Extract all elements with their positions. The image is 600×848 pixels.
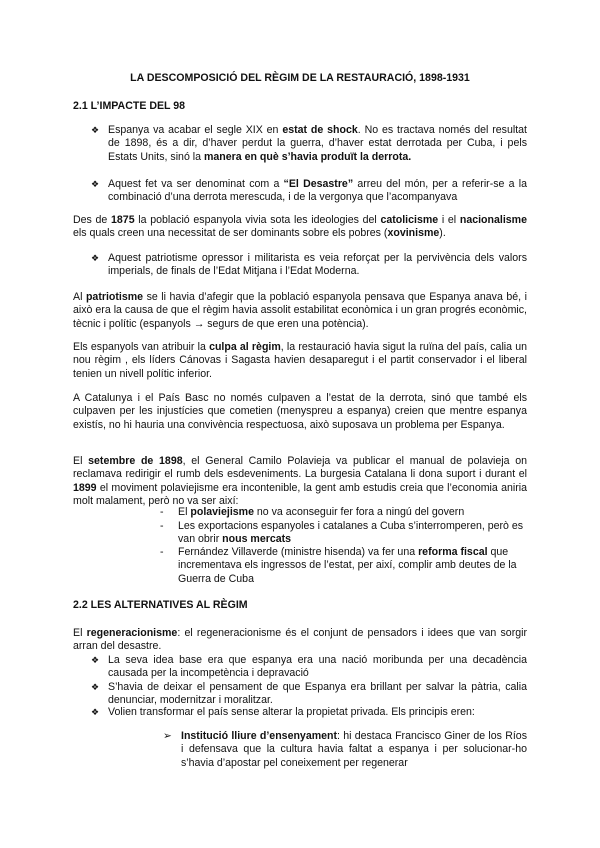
dash-marker: - (160, 520, 164, 532)
dash-item (160, 506, 527, 519)
bullet-diamond-icon: ❖ (91, 179, 100, 189)
bullet-text: La seva idea base era que espanya era una nació moribunda per una decadència causada per la incompetència i depravació (108, 654, 527, 680)
bullet-text: Aquest patriotisme opressor i militarista es veia reforçat per la pervivència dels valors imperials, de finals de l’Edat Mitjana i l’Edat Moderna. (108, 252, 527, 278)
bullet-diamond-icon: ❖ (91, 655, 100, 665)
arrow-bullet-icon: ➢ (163, 730, 172, 742)
bullet-text: Volien transformar el país sense alterar la propietat privada. Els principis eren: (108, 706, 475, 718)
dash-text: El polaviejisme no va aconseguir fer fora a ningú del govern (178, 506, 465, 518)
arrow-item (163, 730, 527, 770)
dash-marker: - (160, 506, 164, 518)
bullet-item (91, 706, 527, 719)
paragraph: Des de 1875 la població espanyola vivia sota les ideologies del catolicisme i el nacionalisme els quals creen una necessitat de ser dominants sobre els pobres (xovinisme). (73, 214, 527, 240)
paragraph: Al patriotisme se li havia d’afegir que la població espanyola pensava que Espanya anava bé, i això era la causa de que el règim havia assolit estabilitat econòmica i un gran progrés econòmic, tècnic i polític (espanyols → segurs de que eren una potència). (73, 291, 527, 330)
bullet-diamond-icon: ❖ (91, 707, 100, 717)
dash-item (160, 520, 527, 547)
bullet-diamond-icon: ❖ (91, 682, 100, 692)
dash-marker: - (160, 546, 164, 558)
arrow-text: Institució lliure d’ensenyament: hi destaca Francisco Giner de los Ríos i defensava que la cultura havia faltat a espanya i per solucionar-ho s’havia d’apostar pel coneixement per regenerar (181, 730, 527, 769)
paragraph: El regeneracionisme: el regeneracionisme és el conjunt de pensadors i idees que van sorgir arran del desastre. (73, 627, 527, 653)
bullet-item (91, 124, 527, 164)
bullet-diamond-icon: ❖ (91, 253, 100, 263)
bullet-diamond-icon: ❖ (91, 125, 100, 135)
bullet-item (91, 178, 527, 205)
bullet-item (91, 681, 527, 708)
bullet-text: Aquest fet va ser denominat com a “El Desastre” arreu del món, per a referir-se a la combinació d’una derrota merescuda, i de la vergonya que l’acompanyava (108, 178, 527, 204)
dash-text: Les exportacions espanyoles i catalanes a Cuba s’interromperen, però es van obrir nous mercats (178, 520, 524, 546)
bullet-text: S’havia de deixar el pensament de que Espanya era brillant per salvar la pàtria, calia denunciar, modernitzar i moralitzar. (108, 681, 527, 707)
paragraph: A Catalunya i el País Basc no només culpaven a l’estat de la derrota, sinó que també els culpaven per les injustícies que cometien (menyspreu a espanya) creien que mentre espanya existís, no hi hauria una convivència respectuosa, això suposava un problema per Espanya. (73, 392, 527, 431)
paragraph: Els espanyols van atribuir la culpa al règim, la restauració havia sigut la ruïna del país, calia un nou règim , els líders Cánovas i Sagasta havien desaparegut i el partit conservador i el liberal tenien un nivell polític inferior. (73, 341, 528, 380)
bullet-item (91, 654, 527, 681)
section-heading-2-2: 2.2 LES ALTERNATIVES AL RÈGIM (73, 599, 248, 611)
dash-text: Fernández Villaverde (ministre hisenda) va fer una reforma fiscal que incrementava els ingressos de l’estat, per així, complir amb deutes de la Guerra de Cuba (178, 546, 517, 585)
bullet-text: Espanya va acabar el segle XIX en estat de shock. No es tractava només del resultat de 1898, és a dir, d’haver perdut la guerra, d’haver estat derrotada per Cuba, i pels Estats Units, sinó la manera en què s’havia produït la derrota. (108, 124, 527, 163)
section-heading-2-1: 2.1 L’IMPACTE DEL 98 (73, 100, 186, 112)
dash-item (160, 546, 527, 586)
bullet-item (91, 252, 527, 279)
document-title: LA DESCOMPOSICIÓ DEL RÈGIM DE LA RESTAURACIÓ, 1898-1931 (130, 72, 470, 84)
paragraph: El setembre de 1898, el General Camilo Polavieja va publicar el manual de polavieja on reclamava redirigir el rumb dels esdeveniments. La burgesia Catalana li dona suport i durant el 1899 el moviment polaviejisme era incontenible, la gent amb estudis creia que l’economia aniria molt malament, però no va ser així: (73, 455, 527, 508)
